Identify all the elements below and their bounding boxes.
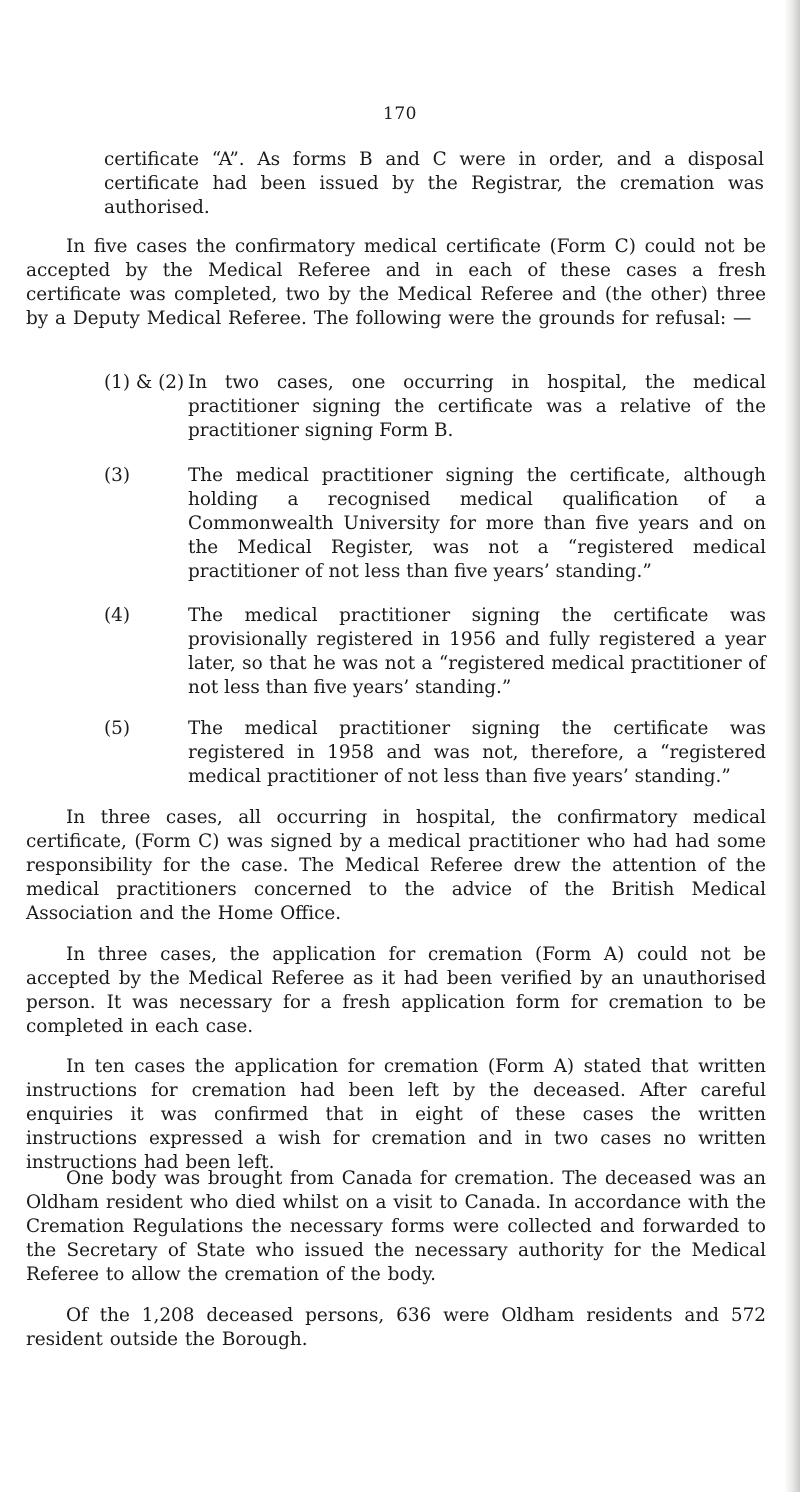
- paragraph-unauthorised: In three cases, the application for cremation (Form A) could not be accepted by the Medical Referee as it had been verified by an unauthorised person. It was necessary for a fresh application form for cremation to be completed in each case.: [26, 944, 766, 1037]
- ground-number: (5): [104, 718, 131, 739]
- paragraph-canada: One body was brought from Canada for cremation. The deceased was an Oldham resident who died whilst on a visit to Canada. In accordance with the Cremation Regulations the necessary forms were collected and forwarded to the Secretary of State who issued the necessary authority for the Medical Referee to allow the cremation of the body.: [26, 1168, 766, 1285]
- ground-number: (4): [104, 605, 131, 626]
- paragraph-five-cases: In five cases the confirmatory medical certificate (Form C) could not be accepted by the Medical Referee and in each of these cases a fresh certificate was completed, two by the Medical Referee and (the other) three by a Deputy Medical Referee. The following were the grounds for refusal: —: [26, 236, 766, 329]
- ground-item-4: [104, 604, 766, 700]
- paragraph-continuation: [64, 148, 764, 220]
- paragraph-hospital-cases: In three cases, all occurring in hospital, the confirmatory medical certificate, (Form C) was signed by a medical practitioner who had had some responsibility for the case. The Medical Referee drew the attention of the medical practitioners concerned to the advice of the British Medical Association and the Home Office.: [26, 807, 766, 924]
- paragraph-written-instructions: In ten cases the application for cremation (Form A) stated that written instructions for cremation had been left by the deceased. After careful enquiries it was confirmed that in eight of these cases the written instructions expressed a wish for cremation and in two cases no written instructions had been left.: [26, 1056, 766, 1173]
- ground-text: The medical practitioner signing the certificate, although holding a recognised medical qualification of a Commonwealth University for more than five years and on the Medical Register, was not a “registered medical practitioner of not less than five years’ standing.”: [188, 465, 766, 582]
- ground-text: The medical practitioner signing the certificate was registered in 1958 and was not, therefore, a “registered medical practitioner of not less than five years’ standing.”: [188, 718, 766, 787]
- ground-item-1-2: [104, 371, 766, 443]
- page-edge-shadow: [784, 0, 800, 1492]
- ground-item-5: [104, 717, 766, 789]
- page-number: 170: [383, 104, 417, 124]
- paragraph-text: certificate “A”. As forms B and C were in order, and a disposal certificate had been issued by the Registrar, the cremation was authorised.: [104, 149, 764, 218]
- ground-number: (1) & (2): [104, 372, 185, 393]
- paragraph-residents: Of the 1,208 deceased persons, 636 were Oldham residents and 572 resident outside the Borough.: [26, 1305, 766, 1350]
- ground-text: The medical practitioner signing the certificate was provisionally registered in 1956 and fully registered a year later, so that he was not a “registered medical practitioner of not less than five years’ standing.”: [188, 605, 766, 698]
- ground-number: (3): [104, 465, 131, 486]
- ground-item-3: [104, 464, 766, 584]
- ground-text: In two cases, one occurring in hospital, the medical practitioner signing the certificate was a relative of the practitioner signing Form B.: [188, 372, 766, 441]
